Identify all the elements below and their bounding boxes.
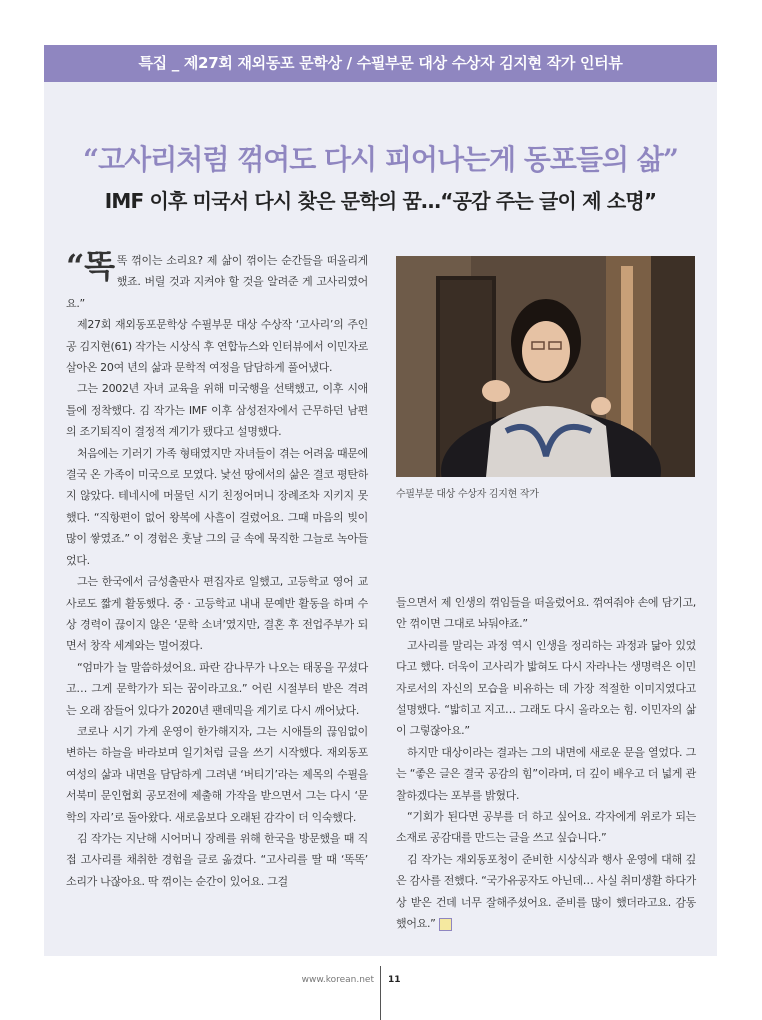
paragraph: 하지만 대상이라는 결과는 그의 내면에 새로운 문을 열었다. 그는 “좋은 글은 결국 공감의 힘”이라며, 더 깊이 배우고 더 넓게 관찰하겠다는 포부를 밝혔다. [396,745,696,802]
headline: “고사리처럼 꺾여도 다시 피어나는게 동포들의 삶” [83,143,678,176]
article-column-right [396,592,696,935]
paragraph: 처음에는 기러기 가족 형태였지만 자녀들이 겪는 어려움 때문에 결국 온 가족이 미국으로 모였다. 낯선 땅에서의 삶은 결코 평탄하지 않았다. 테네시에 머물던 시기 친정어머니 장례조차 지키지 못했다. “직항편이 없어 왕복에 사흘이 걸렸어요. 그때 마음의 빚이 많이 쌓였죠.” 이 경험은 훗날 그의 글 속에 묵직한 그늘로 녹아들었다. [66,446,368,567]
paragraph: “엄마가 늘 말씀하셨어요. 파란 감나무가 나오는 태몽을 꾸셨다고… 그게 문학가가 되는 꿈이라고요.” 어린 시절부터 받은 격려는 오래 잠들어 있다가 2020년 팬데믹을 계기로 다시 깨어났다. [66,660,368,717]
paragraph: 고사리를 말리는 과정 역시 인생을 정리하는 과정과 닮아 있었다고 했다. 더욱이 고사리가 밟혀도 다시 자라나는 생명력은 이민자로서의 자신의 모습을 비유하는 데 가장 적절한 이미지였다고 설명했다. “밟히고 지고… 그래도 다시 올라오는 힘. 이민자의 삶이 그렇잖아요.” [396,638,696,738]
paragraph: 제27회 재외동포문학상 수필부문 대상 수상작 ‘고사리’의 주인공 김지현(61) 작가는 시상식 후 연합뉴스와 인터뷰에서 이민자로 살아온 20여 년의 삶과 문학적 여정을 담담하게 풀어냈다. [66,318,368,375]
article-panel [44,45,717,956]
paragraph: “똑똑 꺾이는 소리요? 제 삶이 꺾이는 순간들을 떠올리게 했죠. 버릴 것과 지켜야 할 것을 알려준 게 고사리였어요.” [66,247,368,310]
paragraph: 들으면서 제 인생의 꺾임들을 떠올렸어요. 꺾여줘야 손에 담기고, 안 꺾이면 그대로 놔둬야죠.” [396,596,696,631]
paragraph: 그는 2002년 자녀 교육을 위해 미국행을 선택했고, 이후 시애틀에 정착했다. 김 작가는 IMF 이후 삼성전자에서 근무하던 남편의 조기퇴직이 결정적 계기가 됐다고 설명했다. [66,382,368,439]
section-banner: 특집 _ 제27회 재외동포 문학상 / 수필부문 대상 수상자 김지현 작가 인터뷰 [44,45,717,82]
photo-caption: 수필부문 대상 수상자 김지현 작가 [396,489,539,500]
page-number: 11 [388,975,401,985]
author-photo [396,256,695,477]
paragraph: 김 작가는 재외동포청이 준비한 시상식과 행사 운영에 대해 깊은 감사를 전했다. “국가유공자도 아닌데… 사실 취미생활 하다가 상 받은 건데 너무 잘해주셨어요. 준비를 많이 했더라고요. 감동했어요.” [396,852,696,931]
article-column-left [66,247,368,892]
footer-url: www.korean.net [301,975,374,985]
author-photo-illustration [396,256,695,477]
paragraph: 김 작가는 지난해 시어머니 장례를 위해 한국을 방문했을 때 직접 고사리를 채취한 경험을 글로 옮겼다. “고사리를 딸 때 ‘똑똑’ 소리가 나잖아요. 딱 꺾이는 순간이 있어요. 그걸 [66,831,368,888]
paragraph: “기회가 된다면 공부를 더 하고 싶어요. 각자에게 위로가 되는 소재로 공감대를 만드는 글을 쓰고 싶습니다.” [396,810,696,845]
paragraph: 그는 한국에서 금성출판사 편집자로 일했고, 고등학교 영어 교사로도 짧게 활동했다. 중 · 고등학교 내내 문예반 활동을 하며 수상 경력이 끊이지 않은 ‘문학 소녀’였지만, 결혼 후 전업주부가 되면서 창작 세계와는 멀어졌다. [66,575,368,653]
drop-quote: “똑 [66,247,115,285]
paragraph: 코로나 시기 가게 운영이 한가해지자, 그는 시애틀의 끊임없이 변하는 하늘을 바라보며 일기처럼 글을 쓰기 시작했다. 재외동포 여성의 삶과 내면을 담담하게 그려낸 ‘버티기’라는 제목의 수필을 서북미 문인협회 공모전에 제출해 가작을 받으면서 그는 다시 ‘문학의 자리’로 돌아왔다. 새로움보다 오래된 감각이 더 익숙했다. [66,724,368,824]
subheadline: IMF 이후 미국서 다시 찾은 문학의 꿈…“공감 주는 글이 제 소명” [104,189,657,213]
footer-divider [380,966,381,1020]
end-mark-icon [439,918,452,931]
